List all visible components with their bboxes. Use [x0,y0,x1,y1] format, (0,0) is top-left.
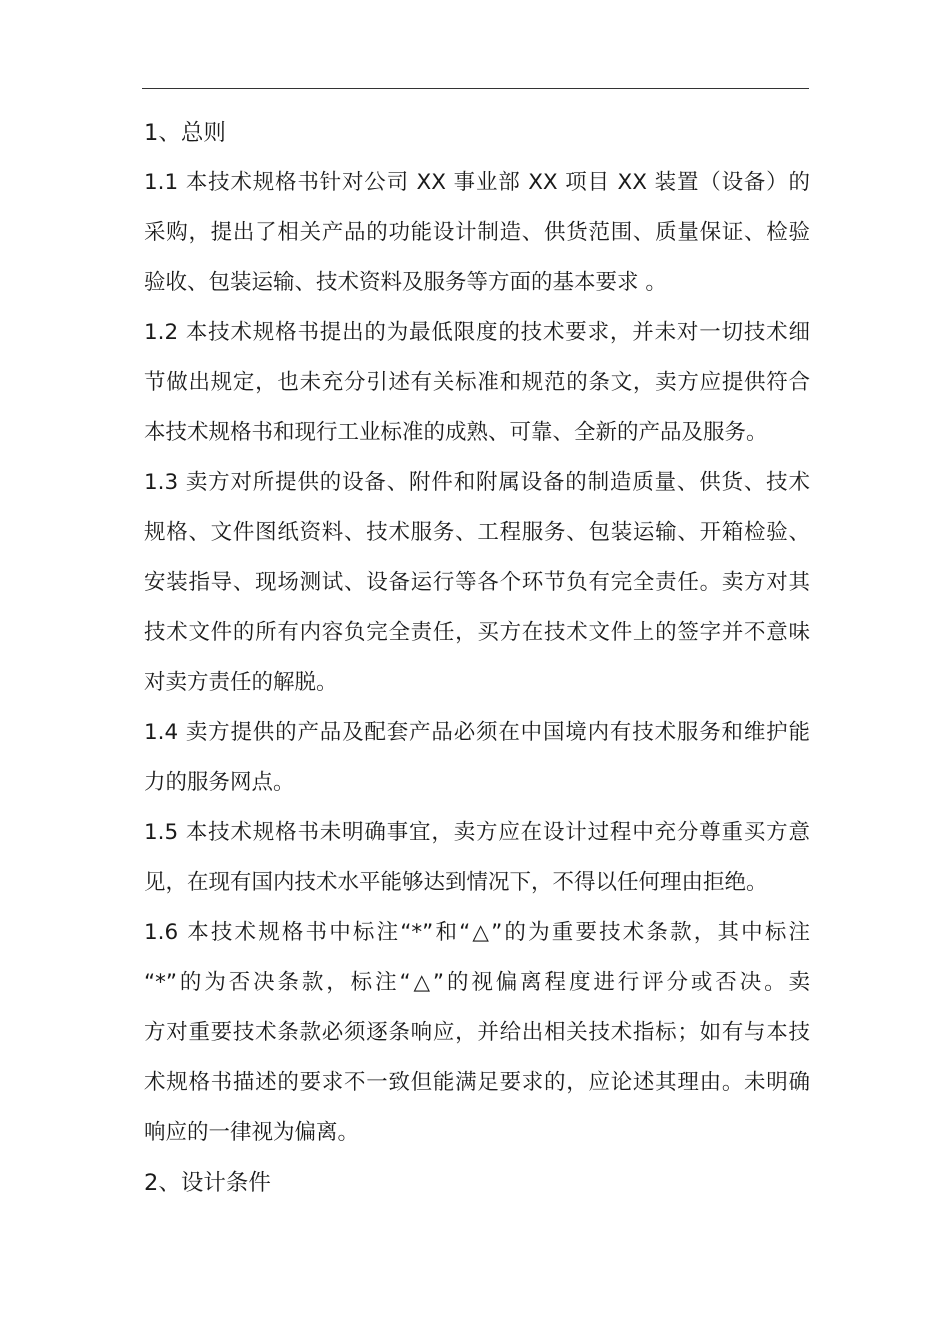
text-line: 采购，提出了相关产品的功能设计制造、供货范围、质量保证、检验 [144,220,810,245]
text-line: 响应的一律视为偏离。 [144,1120,360,1145]
paragraph-1-3 [144,458,810,708]
paragraph-1-5 [144,808,810,908]
text-line: 安装指导、现场测试、设备运行等各个环节负有完全责任。卖方对其 [144,570,810,595]
text-line: 对卖方责任的解脱。 [144,670,338,695]
text-line: 术规格书描述的要求不一致但能满足要求的，应论述其理由。未明确 [144,1070,810,1095]
text-line: 1.3 卖方对所提供的设备、附件和附属设备的制造质量、供货、技术 [144,470,810,495]
paragraph-1-1 [144,158,810,308]
text-line: 验收、包装运输、技术资料及服务等方面的基本要求 。 [144,270,667,295]
text-line: 节做出规定，也未充分引述有关标准和规范的条文，卖方应提供符合 [144,370,810,395]
text-line: 1.5 本技术规格书未明确事宜，卖方应在设计过程中充分尊重买方意 [144,820,810,845]
text-line: 1.6 本技术规格书中标注“*”和“△”的为重要技术条款，其中标注 [144,920,810,945]
text-line: 见，在现有国内技术水平能够达到情况下，不得以任何理由拒绝。 [144,870,768,895]
paragraph-1-4 [144,708,810,808]
text-line: 1.2 本技术规格书提出的为最低限度的技术要求，并未对一切技术细 [144,320,810,345]
text-line: 本技术规格书和现行工业标准的成熟、可靠、全新的产品及服务。 [144,420,768,445]
paragraph-1-2 [144,308,810,458]
text-line: 规格、文件图纸资料、技术服务、工程服务、包装运输、开箱检验、 [144,520,810,545]
text-line: 1.1 本技术规格书针对公司 XX 事业部 XX 项目 XX 装置（设备）的 [144,170,810,195]
text-line: 技术文件的所有内容负完全责任，买方在技术文件上的签字并不意味 [144,620,810,645]
section-heading-design-conditions: 2、设计条件 [144,1170,271,1196]
text-line: 力的服务网点。 [144,770,295,795]
paragraph-1-6 [144,908,810,1158]
document-body [144,108,810,1208]
text-line: 1.4 卖方提供的产品及配套产品必须在中国境内有技术服务和维护能 [144,720,810,745]
header-rule [142,88,809,89]
text-line: “*”的为否决条款，标注“△”的视偏离程度进行评分或否决。卖 [144,970,810,995]
text-line: 方对重要技术条款必须逐条响应，并给出相关技术指标；如有与本技 [144,1020,810,1045]
section-heading-general: 1、总则 [144,120,226,146]
